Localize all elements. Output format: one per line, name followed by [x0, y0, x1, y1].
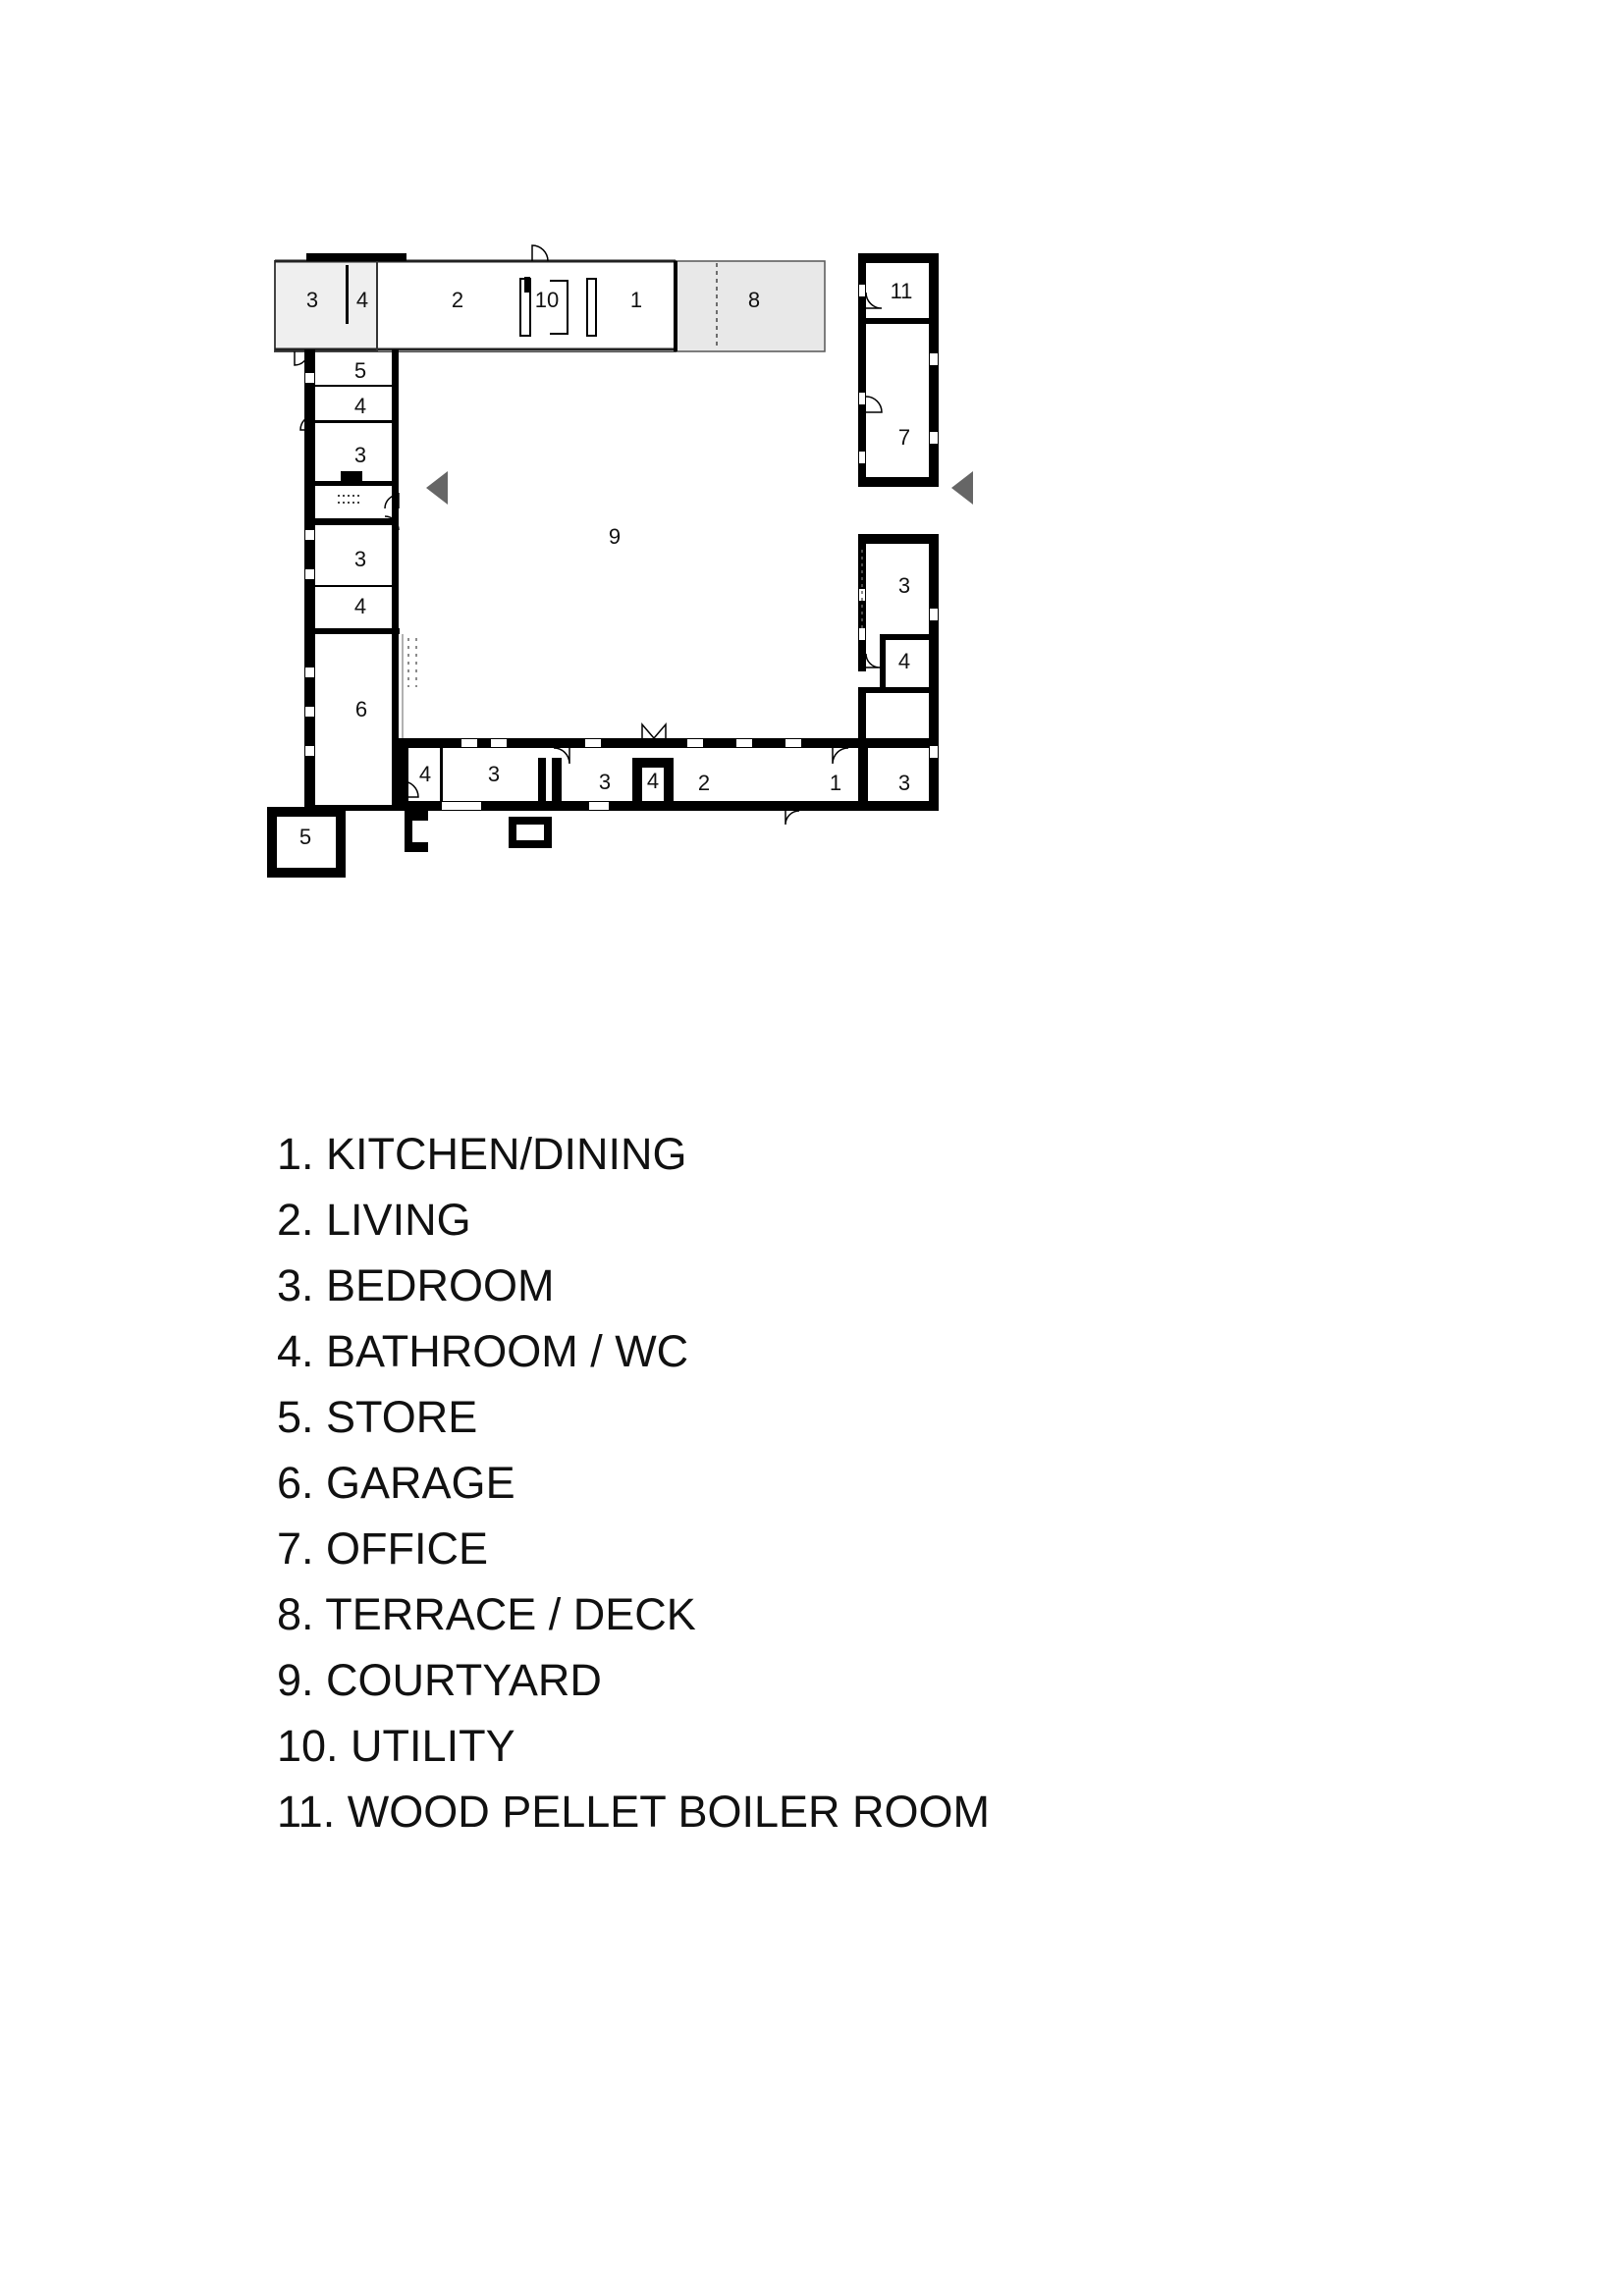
room-label: 2 [697, 771, 711, 795]
legend-item: 2. LIVING [277, 1195, 471, 1245]
room-label: 5 [353, 358, 367, 383]
room-label: 2 [451, 288, 464, 312]
room-label: 4 [353, 594, 367, 618]
legend-item: 4. BATHROOM / WC [277, 1326, 689, 1376]
legend-item: 3. BEDROOM [277, 1260, 555, 1310]
legend-item: 10. UTILITY [277, 1721, 515, 1771]
room-label: 1 [629, 288, 643, 312]
legend-item: 5. STORE [277, 1392, 478, 1442]
east-wing-windows [859, 285, 938, 758]
west-entrance-arrow [426, 471, 448, 505]
room-label: 4 [646, 769, 660, 793]
room-label: 9 [608, 524, 622, 549]
room-label: 1 [829, 771, 842, 795]
utility-unit-b [524, 277, 530, 293]
room-label: 4 [418, 762, 432, 786]
room-label: 5 [298, 825, 312, 849]
room-label: 3 [305, 288, 319, 312]
legend-item: 1. KITCHEN/DINING [277, 1129, 687, 1179]
legend-item: 7. OFFICE [277, 1523, 489, 1574]
east-entrance-arrow [951, 471, 973, 505]
north-wing-partition [346, 265, 349, 324]
floor-plan [0, 0, 1624, 982]
room-label: 11 [890, 279, 913, 303]
legend-item: 8. TERRACE / DECK [277, 1589, 696, 1639]
room-label: 6 [354, 697, 368, 721]
room-label: 8 [747, 288, 761, 312]
room-labels [299, 279, 913, 849]
room-label: 4 [355, 288, 369, 312]
room-label: 3 [598, 770, 612, 794]
legend-item: 9. COURTYARD [277, 1655, 602, 1705]
south-wing [399, 738, 929, 852]
room-label: 4 [897, 649, 911, 673]
north-door-swing [532, 245, 548, 261]
room-label: 3 [353, 443, 367, 467]
room-label: 3 [897, 771, 911, 795]
room-legend [277, 1121, 990, 1844]
west-wing [267, 349, 400, 878]
room-label: 3 [487, 762, 501, 786]
room-label: 3 [897, 573, 911, 598]
room-label: 7 [897, 425, 911, 450]
room-label: 10 [534, 288, 560, 312]
east-wing [858, 253, 939, 811]
north-wall-thick [306, 253, 406, 261]
legend-item: 6. GARAGE [277, 1458, 515, 1508]
room-label: 3 [353, 547, 367, 571]
legend-item: 11. WOOD PELLET BOILER ROOM [277, 1787, 991, 1837]
room-label: 4 [353, 394, 367, 418]
north-wing-east-wall [674, 261, 677, 351]
